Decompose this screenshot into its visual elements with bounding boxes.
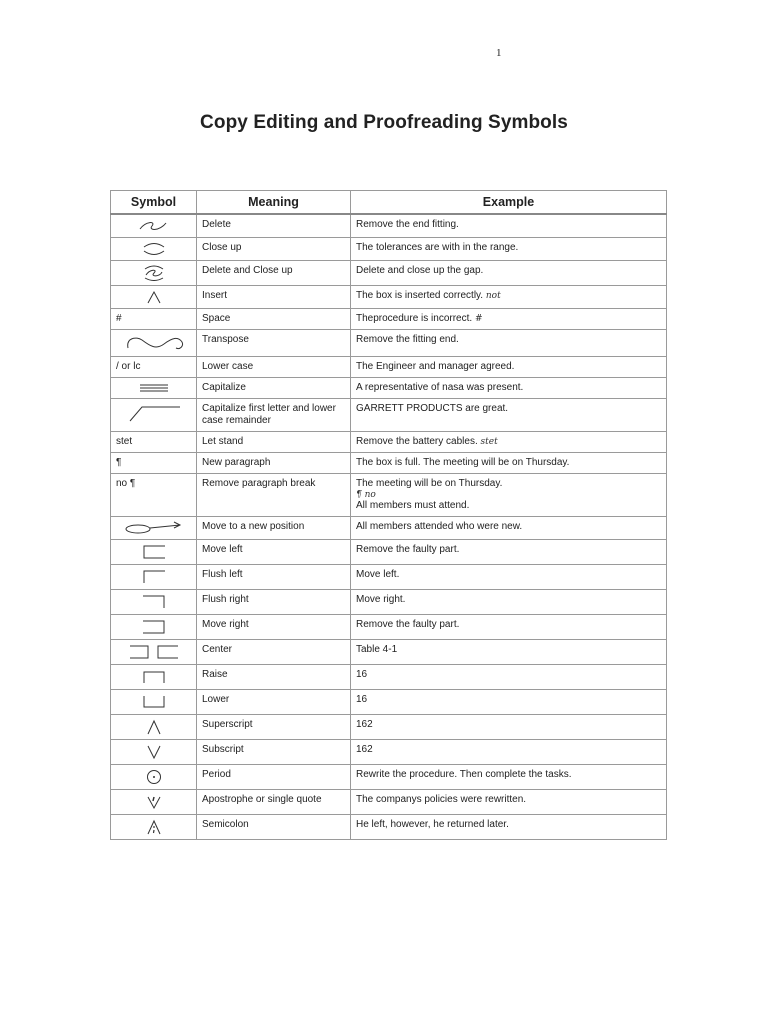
meaning-cell: Transpose [197,330,351,357]
symbol-cell [111,690,197,715]
bracket-right-icon [139,619,169,635]
table-row [111,715,667,740]
symbol-cell [111,540,197,565]
example-cell [351,432,667,453]
symbol-cell [111,740,197,765]
meaning-cell: Capitalize first letter and lower case remainder [197,399,351,432]
meaning-cell: Move right [197,615,351,640]
example-cell: Table 4-1 [351,640,667,665]
table-row [111,565,667,590]
header-meaning: Meaning [197,191,351,215]
center-brackets-icon [124,644,184,660]
example-cell: Remove the faulty part. [351,615,667,640]
example-cell: 162 [351,715,667,740]
handwritten-annotation: not [485,291,501,301]
meaning-cell: Raise [197,665,351,690]
meaning-cell: Lower case [197,357,351,378]
example-cell: Remove the faulty part. [351,540,667,565]
example-text-line2: All members must attend. [356,500,470,511]
table-row [111,432,667,453]
symbol-cell [111,399,197,432]
symbol-cell [111,261,197,286]
meaning-cell: Center [197,640,351,665]
example-text: The box is inserted correctly. [356,290,484,301]
capitalize-first-icon [124,403,184,423]
meaning-cell: New paragraph [197,453,351,474]
example-cell: The tolerances are with in the range. [351,238,667,261]
table-row [111,740,667,765]
symbols-table [110,190,667,840]
example-cell: 16 [351,665,667,690]
meaning-cell: Flush right [197,590,351,615]
example-cell: He left, however, he returned later. [351,815,667,840]
header-symbol: Symbol [111,191,197,215]
table-header-row [111,191,667,215]
example-cell: All members attended who were new. [351,517,667,540]
symbol-cell [111,214,197,238]
meaning-cell: Apostrophe or single quote [197,790,351,815]
example-text: Theprocedure is incorrect. [356,313,473,324]
example-cell: Move right. [351,590,667,615]
example-cell [351,286,667,309]
symbol-cell [111,590,197,615]
meaning-cell: Semicolon [197,815,351,840]
symbol-cell: / or lc [111,357,197,378]
symbol-cell [111,517,197,540]
bracket-left-icon [139,544,169,560]
example-cell: The Engineer and manager agreed. [351,357,667,378]
example-cell: Move left. [351,565,667,590]
header-example: Example [351,191,667,215]
meaning-cell: Let stand [197,432,351,453]
symbol-cell: stet [111,432,197,453]
flush-right-icon [139,594,169,610]
example-cell: Remove the end fitting. [351,214,667,238]
example-cell: 16 [351,690,667,715]
meaning-cell: Close up [197,238,351,261]
table-row [111,378,667,399]
meaning-cell: Superscript [197,715,351,740]
close-up-mark-icon [134,242,174,256]
table-row [111,640,667,665]
example-text: Remove the battery cables. [356,436,478,447]
symbol-cell: no ¶ [111,474,197,517]
table-row [111,357,667,378]
meaning-cell: Capitalize [197,378,351,399]
table-row [111,286,667,309]
symbol-cell [111,378,197,399]
meaning-cell: Period [197,765,351,790]
table-row [111,517,667,540]
example-cell: Delete and close up the gap. [351,261,667,286]
table-row [111,399,667,432]
handwritten-annotation: ¶ no [356,490,376,500]
symbol-cell: # [111,309,197,330]
meaning-cell: Flush left [197,565,351,590]
table-row [111,453,667,474]
meaning-cell: Space [197,309,351,330]
meaning-cell: Subscript [197,740,351,765]
symbol-cell [111,330,197,357]
handwritten-annotation: stet [480,437,498,447]
example-cell: 162 [351,740,667,765]
meaning-cell: Delete and Close up [197,261,351,286]
delete-close-up-mark-icon [134,265,174,281]
handwritten-annotation: # [474,314,483,324]
table-row [111,540,667,565]
page-title: Copy Editing and Proofreading Symbols [200,112,568,133]
symbol-cell [111,665,197,690]
symbol-cell [111,286,197,309]
meaning-cell: Lower [197,690,351,715]
symbol-cell [111,815,197,840]
table-row [111,590,667,615]
table-row [111,690,667,715]
move-arrow-icon [122,521,186,535]
table-row [111,665,667,690]
meaning-cell: Move to a new position [197,517,351,540]
table-row [111,615,667,640]
page-number: 1 [496,47,502,59]
table-row [111,261,667,286]
example-cell: Rewrite the procedure. Then complete the tasks. [351,765,667,790]
caret-insert-icon [144,290,164,304]
semicolon-caret-icon [144,819,164,835]
transpose-mark-icon [122,334,186,352]
example-cell [351,474,667,517]
example-cell: Remove the fitting end. [351,330,667,357]
table-row [111,238,667,261]
table-row [111,309,667,330]
meaning-cell: Insert [197,286,351,309]
example-cell: The box is full. The meeting will be on Thursday. [351,453,667,474]
table-row [111,790,667,815]
meaning-cell: Delete [197,214,351,238]
period-circle-icon [144,769,164,785]
table-row [111,765,667,790]
flush-left-icon [139,569,169,585]
symbol-cell: ¶ [111,453,197,474]
subscript-caret-icon [144,744,164,760]
symbol-cell [111,238,197,261]
symbol-cell [111,765,197,790]
table-row [111,330,667,357]
triple-underline-icon [134,382,174,394]
lower-bracket-icon [139,694,169,710]
meaning-cell: Move left [197,540,351,565]
symbol-cell [111,640,197,665]
delete-mark-icon [134,219,174,233]
superscript-caret-icon [144,719,164,735]
symbol-cell [111,615,197,640]
symbol-cell [111,715,197,740]
table-row [111,214,667,238]
example-cell: GARRETT PRODUCTS are great. [351,399,667,432]
example-cell: A representative of nasa was present. [351,378,667,399]
example-cell: The companys policies were rewritten. [351,790,667,815]
apostrophe-caret-icon [144,794,164,810]
symbol-cell [111,565,197,590]
example-text: The meeting will be on Thursday. [356,478,503,489]
raise-bracket-icon [139,669,169,685]
symbol-cell [111,790,197,815]
example-cell [351,309,667,330]
table-row [111,815,667,840]
meaning-cell: Remove paragraph break [197,474,351,517]
table-row [111,474,667,517]
